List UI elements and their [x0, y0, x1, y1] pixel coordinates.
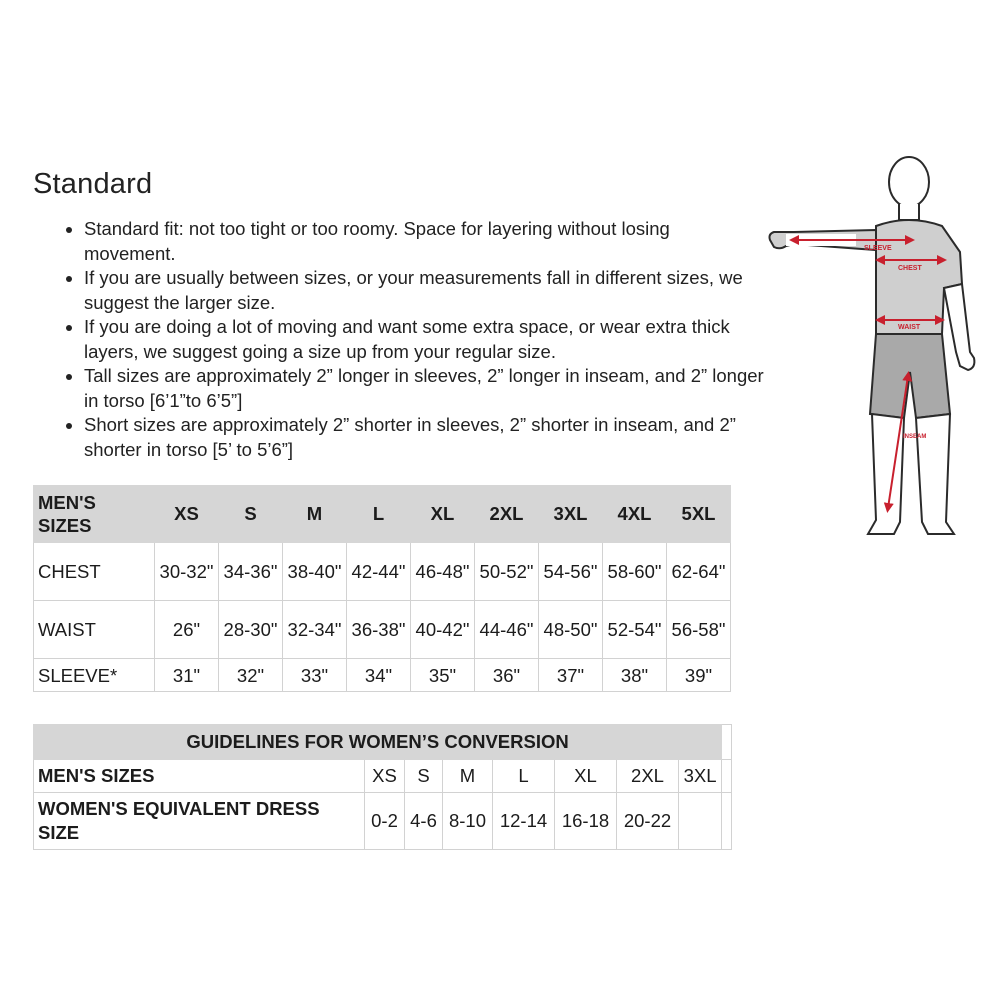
table-cell: 37" [539, 659, 603, 692]
fit-note: • Short sizes are approximately 2” shorter in sleeves, 2” shorter in inseam, and 2” shorter in torso [5’ to 5’6”] [84, 413, 764, 462]
table-cell [679, 793, 722, 850]
row-label-chest: CHEST [34, 543, 155, 601]
table-cell: M [443, 760, 493, 793]
size-header: 3XL [539, 486, 603, 543]
fit-note: • If you are doing a lot of moving and want some extra space, or wear extra thick layers, we suggest going a size up from your regular size. [84, 315, 764, 364]
table-cell: 0-2 [365, 793, 405, 850]
mens-sizes-header: MEN'S SIZES [34, 486, 155, 543]
table-cell: 34-36" [219, 543, 283, 601]
table-cell: 20-22 [617, 793, 679, 850]
womens-equivalent-label: WOMEN'S EQUIVALENT DRESS SIZE [34, 793, 365, 850]
table-cell: 58-60" [603, 543, 667, 601]
table-cell: 42-44" [347, 543, 411, 601]
table-cell: L [493, 760, 555, 793]
mens-size-table [33, 485, 731, 692]
size-header: 2XL [475, 486, 539, 543]
table-cell: S [405, 760, 443, 793]
blank-cell [722, 760, 732, 793]
table-cell: 38" [603, 659, 667, 692]
blank-cell [722, 793, 732, 850]
fit-notes-list [60, 217, 764, 462]
table-cell: 16-18 [555, 793, 617, 850]
shorts-shape [870, 334, 950, 418]
table-cell: 30-32" [155, 543, 219, 601]
head-shape [889, 157, 929, 207]
waist-label: WAIST [898, 324, 921, 331]
table-cell: 4-6 [405, 793, 443, 850]
table-cell: 12-14 [493, 793, 555, 850]
table-cell: 32" [219, 659, 283, 692]
table-cell: 32-34" [283, 601, 347, 659]
size-header: L [347, 486, 411, 543]
size-header: M [283, 486, 347, 543]
womens-table-title: GUIDELINES FOR WOMEN’S CONVERSION [34, 725, 722, 760]
table-cell: 40-42" [411, 601, 475, 659]
neck-shape [899, 204, 919, 220]
table-cell: 48-50" [539, 601, 603, 659]
mens-sizes-label: MEN'S SIZES [34, 760, 365, 793]
table-cell: 26" [155, 601, 219, 659]
size-header: S [219, 486, 283, 543]
table-cell: 38-40" [283, 543, 347, 601]
table-cell: 56-58" [667, 601, 731, 659]
size-header: 5XL [667, 486, 731, 543]
table-cell: 52-54" [603, 601, 667, 659]
table-cell: 54-56" [539, 543, 603, 601]
body-measurement-figure [764, 152, 984, 542]
mens-size-header-row [34, 486, 731, 543]
table-cell: 62-64" [667, 543, 731, 601]
blank-cell [722, 725, 732, 760]
table-cell: 2XL [617, 760, 679, 793]
table-cell: 36-38" [347, 601, 411, 659]
table-row [34, 543, 731, 601]
table-cell: 44-46" [475, 601, 539, 659]
table-cell: 46-48" [411, 543, 475, 601]
inseam-label: INSEAM [903, 434, 927, 440]
table-cell: 31" [155, 659, 219, 692]
size-header: XL [411, 486, 475, 543]
table-cell: 34" [347, 659, 411, 692]
womens-conversion-table [33, 724, 732, 850]
table-cell: 33" [283, 659, 347, 692]
fit-note: • Standard fit: not too tight or too roomy. Space for layering without losing movement. [84, 217, 764, 266]
table-cell: 28-30" [219, 601, 283, 659]
chest-label: CHEST [898, 265, 922, 272]
table-cell: 3XL [679, 760, 722, 793]
table-row [34, 659, 731, 692]
table-row [34, 760, 732, 793]
table-cell: 50-52" [475, 543, 539, 601]
row-label-sleeve: SLEEVE* [34, 659, 155, 692]
womens-table-header-row [34, 725, 732, 760]
table-cell: 35" [411, 659, 475, 692]
size-header: 4XL [603, 486, 667, 543]
hanging-arm-shape [944, 284, 974, 370]
right-leg-shape [916, 414, 954, 534]
table-cell: 39" [667, 659, 731, 692]
table-cell: 36" [475, 659, 539, 692]
table-cell: XS [365, 760, 405, 793]
table-cell: 8-10 [443, 793, 493, 850]
fit-note: • Tall sizes are approximately 2” longer in sleeves, 2” longer in inseam, and 2” longer in torso [6’1”to 6’5”] [84, 364, 764, 413]
fit-note: • If you are usually between sizes, or your measurements fall in different sizes, we suggest the larger size. [84, 266, 764, 315]
table-row [34, 793, 732, 850]
table-row [34, 601, 731, 659]
size-header: XS [155, 486, 219, 543]
table-cell: XL [555, 760, 617, 793]
sleeve-label: SLEEVE [864, 245, 892, 252]
row-label-waist: WAIST [34, 601, 155, 659]
page-title: Standard [33, 168, 153, 200]
